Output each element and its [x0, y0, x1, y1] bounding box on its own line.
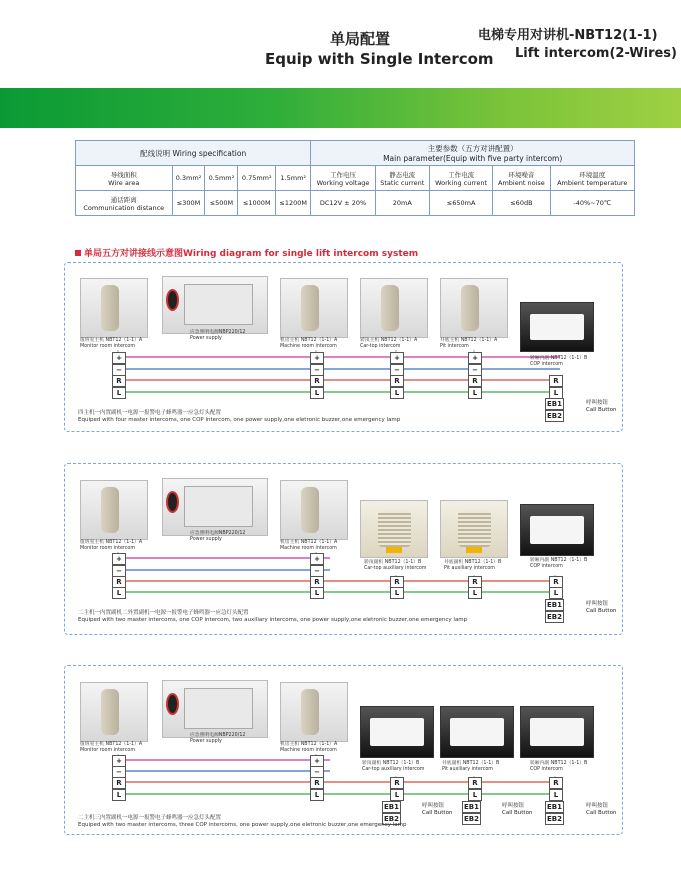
terminal-l: L	[549, 387, 563, 399]
machine-room-intercom	[280, 480, 348, 540]
cop-label: 轿厢内副 NBT12（1-1）B COP intercom	[530, 558, 588, 569]
power-supply	[162, 680, 268, 738]
machine-label: 机房主机 NBT12（1-1）A Machine room intercom	[280, 338, 338, 349]
area-cell: 1.5mm²	[276, 166, 311, 191]
cop-label: 轿厢内副 NBT12（1-1）B COP intercom	[530, 356, 588, 367]
terminal-l: L	[390, 587, 404, 599]
eb1-terminal: EB1	[384, 803, 399, 811]
area-cell: 0.5mm²	[205, 166, 238, 191]
car-top-label: 轿顶主机 NBT12（1-1）A Car-top intercom	[360, 338, 418, 349]
machine-label: 机房主机 NBT12（1-1）A Machine room intercom	[280, 742, 338, 753]
power-supply	[162, 478, 268, 536]
terminal-r: R	[390, 777, 404, 789]
machine-label: 机房主机 NBT12（1-1）A Machine room intercom	[280, 540, 338, 551]
terminal-r: R	[112, 576, 126, 588]
terminal-plus: +	[310, 352, 324, 364]
terminal-l: L	[468, 789, 482, 801]
terminal-l: L	[310, 387, 324, 399]
buzzer-icon	[166, 693, 179, 715]
monitor-label: 值班室主机 NBT12（1-1）A Monitor room intercom	[80, 742, 143, 753]
panel-3-caption: 二主机三内置副机一电源一报警电子蜂鸣器一应急灯头配置 Equiped with two master intercoms, three COP intercoms, one power supply,one eletronic buzzer,one emergency lamp	[78, 815, 407, 828]
call-button-label: 呼叫按钮 Call Button	[502, 803, 533, 816]
eb1-terminal: EB1	[547, 400, 562, 408]
pit-aux-label: 井底副机 NBT12（1-1）B Pit auxiliary intercom	[442, 761, 500, 772]
pit-label: 井底主机 NBT12（1-1）A Pit intercom	[440, 338, 498, 349]
terminal-r: R	[112, 777, 126, 789]
monitor-room-intercom	[80, 480, 148, 540]
param-value: -40%~70℃	[550, 191, 634, 216]
terminal-minus: −	[310, 565, 324, 577]
comm-distance-label: 通话距离 Communication distance	[76, 191, 173, 216]
buzzer-icon	[166, 491, 179, 513]
panel-1-caption: 四主机一内置副机一电源一报警电子蜂鸣器一应急灯头配置 Equiped with four master intercoms, one COP intercom, one power supply,one eletronic buzzer,one emergency lamp	[78, 410, 401, 423]
terminal-minus: −	[310, 364, 324, 376]
param-name: 静态电流 Static current	[375, 166, 429, 191]
wire-area-label: 导线面积 Wire area	[76, 166, 173, 191]
monitor-label: 值班室主机 NBT12（1-1）A Monitor room intercom	[80, 338, 143, 349]
buzzer-icon	[166, 289, 179, 311]
pit-aux-label: 井底副机 NBT12（1-1）B Pit auxiliary intercom	[444, 560, 502, 571]
car-top-auxiliary-intercom	[360, 706, 434, 758]
eb2-terminal: EB2	[464, 815, 479, 823]
wiring-title: 配线说明 Wiring specification	[76, 141, 311, 166]
diagram-heading-text: 单局五方对讲接线示意图Wiring diagram for single lift intercom system	[84, 249, 419, 259]
terminal-l: L	[310, 587, 324, 599]
monitor-room-intercom	[80, 278, 148, 338]
terminal-plus: +	[310, 553, 324, 565]
pit-auxiliary-intercom	[440, 500, 508, 558]
param-name: 工作电压 Working voltage	[311, 166, 375, 191]
model-title-en: Lift intercom(2-Wires)	[515, 46, 677, 61]
terminal-plus: +	[310, 755, 324, 767]
power-supply	[162, 276, 268, 334]
terminal-l: L	[112, 789, 126, 801]
cop-intercom	[520, 504, 594, 556]
monitor-label: 值班室主机 NBT12（1-1）A Monitor room intercom	[80, 540, 143, 551]
eb2-terminal: EB2	[384, 815, 399, 823]
terminal-plus: +	[468, 352, 482, 364]
panel-2-caption: 二主机一内置副机二外置副机一电源一报警电子蜂鸣器一应急灯头配置 Equiped with two master intercoms, one COP intercom, two auxiliary intercoms, one power supply,one eletronic buzzer,one emergency lamp	[78, 610, 468, 623]
param-value: ≤650mA	[429, 191, 492, 216]
terminal-r: R	[549, 375, 563, 387]
eb2-terminal: EB2	[547, 613, 562, 621]
terminal-l: L	[390, 387, 404, 399]
terminal-r: R	[112, 375, 126, 387]
terminal-l: L	[112, 387, 126, 399]
car-top-intercom	[360, 278, 428, 338]
param-title-cn: 主要参数（五方对讲配置）	[427, 144, 518, 153]
terminal-l: L	[468, 587, 482, 599]
terminal-l: L	[390, 789, 404, 801]
param-name: 工作电流 Working current	[429, 166, 492, 191]
terminal-r: R	[310, 777, 324, 789]
param-name: 环境噪音 Ambient noise	[493, 166, 550, 191]
car-top-auxiliary-intercom	[360, 500, 428, 558]
terminal-l: L	[310, 789, 324, 801]
power-supply-label: 应急照明电源NBP220/12 Power supply	[190, 733, 246, 744]
machine-room-intercom	[280, 682, 348, 742]
terminal-minus: −	[310, 766, 324, 778]
page-title-cn: 单局配置	[330, 30, 391, 48]
terminal-plus: +	[390, 352, 404, 364]
terminal-l: L	[468, 387, 482, 399]
terminal-r: R	[549, 777, 563, 789]
terminal-r: R	[310, 576, 324, 588]
param-value: DC12V ± 20%	[311, 191, 375, 216]
car-top-aux-label: 轿顶副机 NBT12（1-1）B Car-top auxiliary intercom	[362, 761, 425, 772]
terminal-r: R	[549, 576, 563, 588]
distance-cell: ≤300M	[172, 191, 205, 216]
call-button-label: 呼叫按钮 Call Button	[586, 601, 617, 614]
model-title-cn: 电梯专用对讲机-NBT12(1-1)	[478, 28, 658, 43]
page-title-en: Equip with Single Intercom	[265, 50, 494, 68]
call-button-label: 呼叫按钮 Call Button	[422, 803, 453, 816]
cop-label: 轿厢内副 NBT12（1-1）B COP intercom	[530, 761, 588, 772]
power-supply-label: 应急照明电源NBP220/12 Power supply	[190, 330, 246, 341]
terminal-l: L	[112, 587, 126, 599]
area-cell: 0.75mm²	[238, 166, 276, 191]
car-top-aux-label: 轿顶副机 NBT12（1-1）B Car-top auxiliary intercom	[364, 560, 427, 571]
distance-cell: ≤500M	[205, 191, 238, 216]
terminal-plus: +	[112, 755, 126, 767]
area-cell: 0.3mm²	[172, 166, 205, 191]
param-title-en: Main parameter(Equip with five party intercom)	[383, 154, 563, 163]
machine-room-intercom	[280, 278, 348, 338]
param-value: 20mA	[375, 191, 429, 216]
terminal-r: R	[310, 375, 324, 387]
terminal-minus: −	[468, 364, 482, 376]
terminal-l: L	[549, 587, 563, 599]
terminal-plus: +	[112, 352, 126, 364]
pit-auxiliary-intercom	[440, 706, 514, 758]
terminal-r: R	[468, 576, 482, 588]
terminal-minus: −	[112, 565, 126, 577]
eb1-terminal: EB1	[547, 601, 562, 609]
pit-intercom	[440, 278, 508, 338]
power-supply-label: 应急照明电源NBP220/12 Power supply	[190, 531, 246, 542]
terminal-minus: −	[112, 766, 126, 778]
terminal-minus: −	[112, 364, 126, 376]
terminal-r: R	[390, 576, 404, 588]
call-button-label: 呼叫按钮 Call Button	[586, 803, 617, 816]
distance-cell: ≤1000M	[238, 191, 276, 216]
monitor-room-intercom	[80, 682, 148, 742]
terminal-minus: −	[390, 364, 404, 376]
param-value: ≤60dB	[493, 191, 550, 216]
distance-cell: ≤1200M	[276, 191, 311, 216]
terminal-r: R	[468, 375, 482, 387]
call-button-label: 呼叫按钮 Call Button	[586, 400, 617, 413]
terminal-l: L	[549, 789, 563, 801]
eb2-terminal: EB2	[547, 815, 562, 823]
terminal-r: R	[468, 777, 482, 789]
terminal-r: R	[390, 375, 404, 387]
param-name: 环境温度 Ambient temperature	[550, 166, 634, 191]
eb1-terminal: EB1	[547, 803, 562, 811]
cop-intercom	[520, 302, 594, 352]
cop-intercom	[520, 706, 594, 758]
terminal-plus: +	[112, 553, 126, 565]
eb1-terminal: EB1	[464, 803, 479, 811]
eb2-terminal: EB2	[547, 412, 562, 420]
